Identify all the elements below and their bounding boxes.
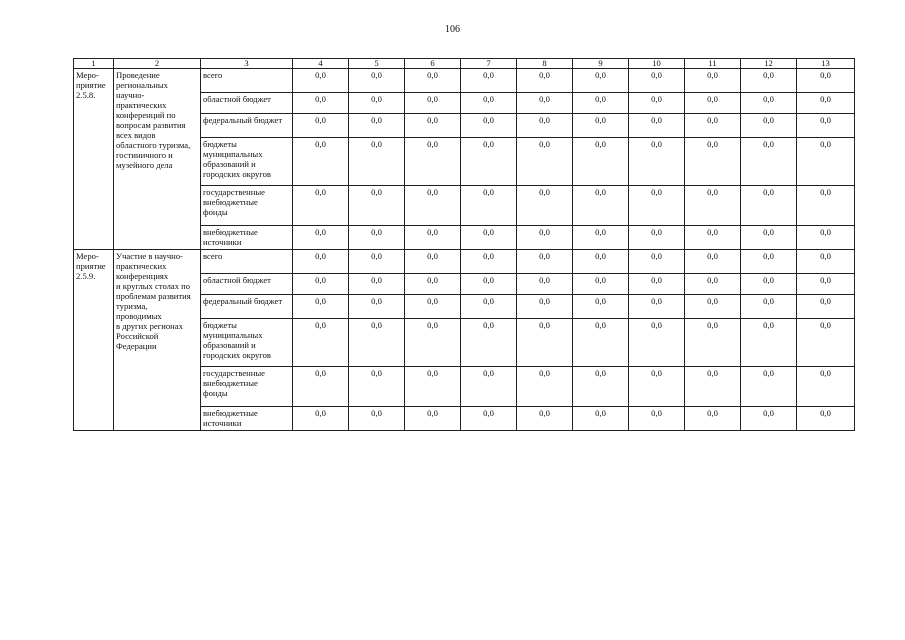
value-cell: 0,0 [573,114,629,138]
value-cell: 0,0 [629,367,685,407]
value-cell: 0,0 [517,319,573,367]
value-cell: 0,0 [405,295,461,319]
value-cell: 0,0 [629,319,685,367]
value-cell: 0,0 [405,319,461,367]
measure-id: Меро- приятие 2.5.8. [74,69,114,250]
value-cell: 0,0 [293,69,349,93]
value-cell: 0,0 [349,274,405,295]
funding-source: федеральный бюджет [201,295,293,319]
value-cell: 0,0 [797,319,855,367]
value-cell: 0,0 [685,69,741,93]
value-cell: 0,0 [517,407,573,431]
value-cell: 0,0 [685,186,741,226]
value-cell: 0,0 [573,274,629,295]
value-cell: 0,0 [741,319,797,367]
value-cell: 0,0 [517,186,573,226]
value-cell: 0,0 [573,407,629,431]
value-cell: 0,0 [461,138,517,186]
value-cell: 0,0 [461,274,517,295]
value-cell: 0,0 [685,295,741,319]
value-cell: 0,0 [573,319,629,367]
value-cell: 0,0 [405,226,461,250]
value-cell: 0,0 [741,226,797,250]
value-cell: 0,0 [461,93,517,114]
value-cell: 0,0 [405,69,461,93]
value-cell: 0,0 [797,367,855,407]
value-cell: 0,0 [797,186,855,226]
value-cell: 0,0 [293,319,349,367]
value-cell: 0,0 [461,69,517,93]
value-cell: 0,0 [685,250,741,274]
value-cell: 0,0 [741,138,797,186]
value-cell: 0,0 [461,367,517,407]
value-cell: 0,0 [797,226,855,250]
column-number-12: 12 [741,59,797,69]
value-cell: 0,0 [741,274,797,295]
value-cell: 0,0 [629,407,685,431]
value-cell: 0,0 [517,274,573,295]
value-cell: 0,0 [517,295,573,319]
value-cell: 0,0 [629,226,685,250]
value-cell: 0,0 [349,138,405,186]
value-cell: 0,0 [461,295,517,319]
value-cell: 0,0 [517,138,573,186]
value-cell: 0,0 [629,250,685,274]
value-cell: 0,0 [293,186,349,226]
value-cell: 0,0 [741,407,797,431]
value-cell: 0,0 [517,367,573,407]
column-number-10: 10 [629,59,685,69]
value-cell: 0,0 [685,114,741,138]
value-cell: 0,0 [573,138,629,186]
value-cell: 0,0 [629,295,685,319]
column-number-11: 11 [685,59,741,69]
column-number-6: 6 [405,59,461,69]
value-cell: 0,0 [573,226,629,250]
value-cell: 0,0 [797,250,855,274]
value-cell: 0,0 [629,274,685,295]
value-cell: 0,0 [405,186,461,226]
value-cell: 0,0 [461,226,517,250]
funding-source: внебюджетные источники [201,407,293,431]
value-cell: 0,0 [405,274,461,295]
column-number-5: 5 [349,59,405,69]
funding-source: областной бюджет [201,93,293,114]
funding-source: всего [201,69,293,93]
funding-source: всего [201,250,293,274]
value-cell: 0,0 [517,93,573,114]
value-cell: 0,0 [461,407,517,431]
value-cell: 0,0 [517,250,573,274]
value-cell: 0,0 [573,93,629,114]
column-number-2: 2 [114,59,201,69]
column-number-3: 3 [201,59,293,69]
value-cell: 0,0 [573,69,629,93]
column-number-4: 4 [293,59,349,69]
value-cell: 0,0 [741,69,797,93]
measure-name: Проведение региональных научно- практических конференций по вопросам развития всех видов областного туризма, гостиничного и музейного дела [114,69,201,250]
value-cell: 0,0 [797,295,855,319]
value-cell: 0,0 [573,186,629,226]
value-cell: 0,0 [685,138,741,186]
value-cell: 0,0 [629,186,685,226]
value-cell: 0,0 [349,93,405,114]
value-cell: 0,0 [517,114,573,138]
value-cell: 0,0 [685,226,741,250]
value-cell: 0,0 [797,274,855,295]
table-body [74,69,855,431]
value-cell: 0,0 [741,250,797,274]
value-cell: 0,0 [797,69,855,93]
value-cell: 0,0 [349,226,405,250]
value-cell: 0,0 [629,138,685,186]
value-cell: 0,0 [573,250,629,274]
value-cell: 0,0 [461,114,517,138]
value-cell: 0,0 [741,93,797,114]
value-cell: 0,0 [741,367,797,407]
value-cell: 0,0 [349,186,405,226]
value-cell: 0,0 [293,114,349,138]
value-cell: 0,0 [685,93,741,114]
table-row [74,250,855,274]
value-cell: 0,0 [797,407,855,431]
column-number-8: 8 [517,59,573,69]
value-cell: 0,0 [461,186,517,226]
value-cell: 0,0 [293,295,349,319]
funding-source: бюджеты муниципальных образований и городских округов [201,138,293,186]
table-row [74,69,855,93]
value-cell: 0,0 [685,319,741,367]
value-cell: 0,0 [293,226,349,250]
value-cell: 0,0 [293,250,349,274]
value-cell: 0,0 [741,114,797,138]
value-cell: 0,0 [461,250,517,274]
value-cell: 0,0 [293,138,349,186]
column-number-1: 1 [74,59,114,69]
column-number-7: 7 [461,59,517,69]
value-cell: 0,0 [797,138,855,186]
value-cell: 0,0 [461,319,517,367]
budget-table [73,58,855,431]
value-cell: 0,0 [797,114,855,138]
value-cell: 0,0 [629,69,685,93]
measure-id: Меро- приятие 2.5.9. [74,250,114,431]
value-cell: 0,0 [517,69,573,93]
value-cell: 0,0 [349,295,405,319]
value-cell: 0,0 [293,407,349,431]
value-cell: 0,0 [405,114,461,138]
value-cell: 0,0 [293,93,349,114]
value-cell: 0,0 [405,138,461,186]
value-cell: 0,0 [349,69,405,93]
value-cell: 0,0 [517,226,573,250]
value-cell: 0,0 [405,93,461,114]
value-cell: 0,0 [741,295,797,319]
value-cell: 0,0 [629,114,685,138]
column-number-9: 9 [573,59,629,69]
funding-source: областной бюджет [201,274,293,295]
value-cell: 0,0 [349,114,405,138]
funding-source: бюджеты муниципальных образований и городских округов [201,319,293,367]
column-number-13: 13 [797,59,855,69]
value-cell: 0,0 [405,407,461,431]
value-cell: 0,0 [405,250,461,274]
funding-source: государственные внебюджетные фонды [201,367,293,407]
value-cell: 0,0 [685,407,741,431]
value-cell: 0,0 [685,274,741,295]
funding-source: внебюджетные источники [201,226,293,250]
value-cell: 0,0 [629,93,685,114]
value-cell: 0,0 [293,367,349,407]
value-cell: 0,0 [349,367,405,407]
column-number-row [74,59,855,69]
value-cell: 0,0 [349,407,405,431]
value-cell: 0,0 [573,367,629,407]
value-cell: 0,0 [797,93,855,114]
measure-name: Участие в научно- практических конференциях и круглых столах по проблемам развития туризма, проводимых в других регионах Российской Федерации [114,250,201,431]
value-cell: 0,0 [685,367,741,407]
funding-source: федеральный бюджет [201,114,293,138]
value-cell: 0,0 [405,367,461,407]
value-cell: 0,0 [293,274,349,295]
value-cell: 0,0 [349,250,405,274]
value-cell: 0,0 [741,186,797,226]
funding-source: государственные внебюджетные фонды [201,186,293,226]
value-cell: 0,0 [349,319,405,367]
value-cell: 0,0 [573,295,629,319]
page-number: 106 [445,24,460,35]
